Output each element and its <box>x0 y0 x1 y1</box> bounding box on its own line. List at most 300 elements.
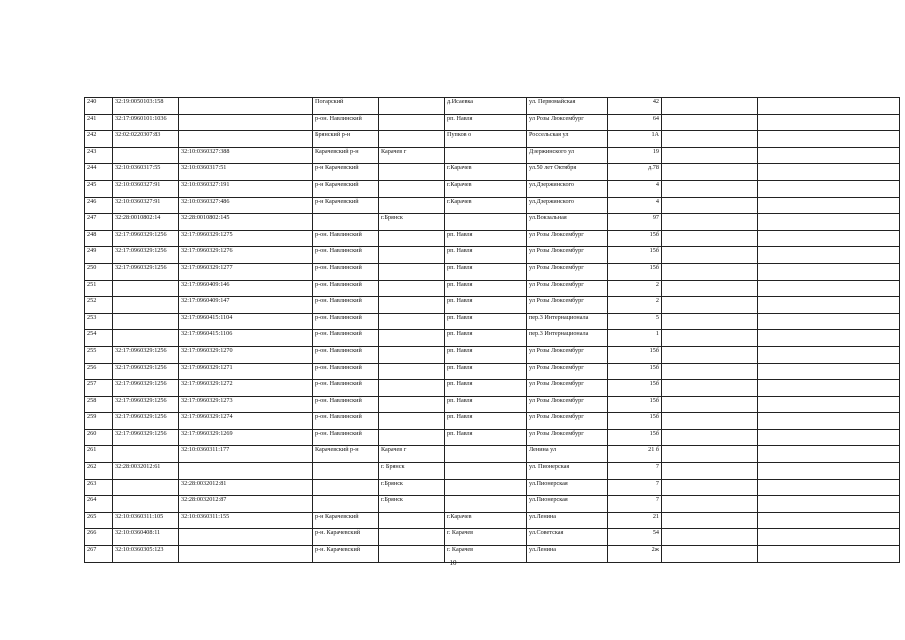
cell-row-number: 250 <box>85 263 113 280</box>
cell-extra-2 <box>758 330 900 347</box>
table-row <box>85 197 900 214</box>
table-row <box>85 546 900 563</box>
cell-district: р-он. Навлинский <box>313 247 379 264</box>
cell-house-number: 19 <box>608 147 662 164</box>
cell-city <box>379 230 445 247</box>
cell-settlement: г.Карачев <box>445 180 527 197</box>
cell-row-number: 259 <box>85 413 113 430</box>
cell-object-cadastral-number: 32:17:0960409:147 <box>179 297 313 314</box>
cell-district: Карачевский р-н <box>313 446 379 463</box>
cell-street: ул.Дзержинского <box>527 180 608 197</box>
cell-street: ул Розы Люксембург <box>527 429 608 446</box>
cell-cadastral-number: 32:10:0360327:91 <box>113 180 179 197</box>
cell-cadastral-number: 32:28:0010802:14 <box>113 214 179 231</box>
cell-extra-2 <box>758 546 900 563</box>
cell-settlement: г.Карачев <box>445 512 527 529</box>
cell-extra-1 <box>662 380 758 397</box>
cell-row-number: 258 <box>85 396 113 413</box>
cell-district: р-н Карачевский <box>313 180 379 197</box>
cell-street: ул.Советская <box>527 529 608 546</box>
cell-extra-2 <box>758 197 900 214</box>
cell-row-number: 242 <box>85 131 113 148</box>
cell-extra-2 <box>758 297 900 314</box>
cell-settlement: рп. Навля <box>445 429 527 446</box>
cell-cadastral-number: 32:02:0220307:83 <box>113 131 179 148</box>
cell-row-number: 252 <box>85 297 113 314</box>
cell-extra-1 <box>662 297 758 314</box>
cell-extra-2 <box>758 114 900 131</box>
table-row <box>85 230 900 247</box>
cell-house-number: 1А <box>608 131 662 148</box>
cell-house-number: 15б <box>608 230 662 247</box>
cell-extra-2 <box>758 429 900 446</box>
cell-district: Погарский <box>313 98 379 115</box>
cell-city <box>379 280 445 297</box>
cell-city <box>379 380 445 397</box>
cell-settlement <box>445 147 527 164</box>
cell-extra-1 <box>662 164 758 181</box>
cell-city <box>379 363 445 380</box>
cell-house-number: 15б <box>608 263 662 280</box>
cell-district: р-он. Навлинский <box>313 413 379 430</box>
cell-settlement: г.Карачев <box>445 164 527 181</box>
cell-extra-2 <box>758 346 900 363</box>
cell-extra-2 <box>758 496 900 513</box>
cell-extra-1 <box>662 247 758 264</box>
cell-city: г.Брянск <box>379 214 445 231</box>
cell-object-cadastral-number: 32:17:0960329:1274 <box>179 413 313 430</box>
cell-cadastral-number <box>113 446 179 463</box>
cell-extra-1 <box>662 230 758 247</box>
cell-street: Россельская ул <box>527 131 608 148</box>
cell-cadastral-number: 32:10:0360311:105 <box>113 512 179 529</box>
table-row <box>85 463 900 480</box>
cell-street: ул Розы Люксембург <box>527 280 608 297</box>
cell-house-number: 15б <box>608 380 662 397</box>
cell-house-number: 54 <box>608 529 662 546</box>
cell-object-cadastral-number: 32:10:0360317:51 <box>179 164 313 181</box>
cell-extra-1 <box>662 280 758 297</box>
cell-city <box>379 546 445 563</box>
cell-district: р-н Карачевский <box>313 512 379 529</box>
cell-street: ул.Пионерская <box>527 496 608 513</box>
table-body <box>85 98 900 563</box>
cell-house-number: 2 <box>608 280 662 297</box>
cell-street: ул Розы Люксембург <box>527 380 608 397</box>
cell-cadastral-number <box>113 147 179 164</box>
cell-extra-1 <box>662 330 758 347</box>
cell-house-number: 42 <box>608 98 662 115</box>
table-row <box>85 297 900 314</box>
cell-city <box>379 413 445 430</box>
cell-street: Ленина ул <box>527 446 608 463</box>
cell-extra-2 <box>758 230 900 247</box>
cell-object-cadastral-number: 32:17:0960329:1276 <box>179 247 313 264</box>
cell-settlement: г.Карачев <box>445 197 527 214</box>
cell-district: р-н Карачевский <box>313 164 379 181</box>
table-row <box>85 330 900 347</box>
cell-extra-1 <box>662 263 758 280</box>
cell-object-cadastral-number: 32:17:0960329:1272 <box>179 380 313 397</box>
table-row <box>85 496 900 513</box>
cell-extra-2 <box>758 413 900 430</box>
cell-district <box>313 479 379 496</box>
cell-settlement: рп. Навля <box>445 396 527 413</box>
cell-city <box>379 263 445 280</box>
cell-object-cadastral-number: 32:10:0360311:155 <box>179 512 313 529</box>
cell-street: ул.Дзержинского <box>527 197 608 214</box>
cell-cadastral-number: 32:17:0960329:1256 <box>113 413 179 430</box>
cell-district: р-он. Навлинский <box>313 280 379 297</box>
cell-cadastral-number: 32:17:0960329:1256 <box>113 396 179 413</box>
cell-row-number: 251 <box>85 280 113 297</box>
cell-district: р-он. Навлинский <box>313 363 379 380</box>
cell-city <box>379 247 445 264</box>
cell-extra-2 <box>758 363 900 380</box>
cell-street: ул.Ленина <box>527 546 608 563</box>
cell-extra-2 <box>758 214 900 231</box>
cell-city <box>379 512 445 529</box>
cell-settlement: рп. Навля <box>445 363 527 380</box>
cell-settlement <box>445 446 527 463</box>
cell-settlement <box>445 463 527 480</box>
cell-row-number: 241 <box>85 114 113 131</box>
cell-street: ул.50 лет Октября <box>527 164 608 181</box>
cell-row-number: 260 <box>85 429 113 446</box>
cell-extra-1 <box>662 197 758 214</box>
cell-district <box>313 463 379 480</box>
cell-settlement: рп. Навля <box>445 247 527 264</box>
cell-house-number: 2 <box>608 297 662 314</box>
table-row <box>85 396 900 413</box>
table-row <box>85 164 900 181</box>
cell-district: р-он. Навлинский <box>313 297 379 314</box>
cell-house-number: 15б <box>608 429 662 446</box>
cell-cadastral-number: 32:17:0960329:1256 <box>113 429 179 446</box>
cell-district: р-он. Навлинский <box>313 396 379 413</box>
cell-object-cadastral-number: 32:17:0960329:1270 <box>179 346 313 363</box>
cell-street: ул Розы Люксембург <box>527 230 608 247</box>
cell-street: Дзержинского ул <box>527 147 608 164</box>
cell-row-number: 261 <box>85 446 113 463</box>
cell-extra-1 <box>662 446 758 463</box>
cell-extra-2 <box>758 131 900 148</box>
page-number: 10 <box>449 559 457 567</box>
cell-object-cadastral-number: 32:10:0360327:191 <box>179 180 313 197</box>
cell-house-number: 4 <box>608 180 662 197</box>
cell-object-cadastral-number: 32:10:0360327:388 <box>179 147 313 164</box>
cell-house-number: д.78 <box>608 164 662 181</box>
cell-house-number: 1 <box>608 330 662 347</box>
cell-extra-1 <box>662 98 758 115</box>
cell-district: р-он. Навлинский <box>313 346 379 363</box>
cell-cadastral-number <box>113 313 179 330</box>
cell-city <box>379 180 445 197</box>
table-row <box>85 313 900 330</box>
cell-house-number: 64 <box>608 114 662 131</box>
table-row <box>85 280 900 297</box>
cell-row-number: 265 <box>85 512 113 529</box>
cell-cadastral-number <box>113 496 179 513</box>
table-row <box>85 380 900 397</box>
cell-settlement: г. Карачев <box>445 529 527 546</box>
cell-city <box>379 297 445 314</box>
cell-cadastral-number: 32:10:0360327:91 <box>113 197 179 214</box>
cell-district: р-он. Навлинский <box>313 263 379 280</box>
cell-city <box>379 98 445 115</box>
cell-settlement: рп. Навля <box>445 413 527 430</box>
cell-district: Карачевский р-н <box>313 147 379 164</box>
cell-district: р-он. Навлинский <box>313 230 379 247</box>
cell-settlement <box>445 214 527 231</box>
cell-house-number: 2ж <box>608 546 662 563</box>
cell-cadastral-number: 32:17:0960329:1256 <box>113 363 179 380</box>
cell-street: ул Розы Люксембург <box>527 396 608 413</box>
cell-settlement <box>445 479 527 496</box>
cell-object-cadastral-number: 32:28:0032012:81 <box>179 479 313 496</box>
table-row <box>85 529 900 546</box>
cell-house-number: 5 <box>608 313 662 330</box>
table-row <box>85 429 900 446</box>
cell-object-cadastral-number: 32:17:0960415:1104 <box>179 313 313 330</box>
table-row <box>85 346 900 363</box>
cell-cadastral-number <box>113 280 179 297</box>
cell-extra-2 <box>758 180 900 197</box>
cell-extra-1 <box>662 346 758 363</box>
registry-table <box>84 97 900 563</box>
cell-extra-2 <box>758 463 900 480</box>
cell-street: ул. Первомайская <box>527 98 608 115</box>
cell-street: ул Розы Люксембург <box>527 263 608 280</box>
cell-city: г. Брянск <box>379 463 445 480</box>
cell-row-number: 262 <box>85 463 113 480</box>
cell-extra-1 <box>662 512 758 529</box>
cell-row-number: 249 <box>85 247 113 264</box>
cell-object-cadastral-number <box>179 114 313 131</box>
cell-settlement: рп. Навля <box>445 230 527 247</box>
cell-house-number: 15б <box>608 247 662 264</box>
cell-street: ул. Пионерская <box>527 463 608 480</box>
cell-city: Карачев г <box>379 147 445 164</box>
cell-house-number: 15б <box>608 346 662 363</box>
cell-row-number: 267 <box>85 546 113 563</box>
cell-cadastral-number: 32:17:0960329:1256 <box>113 380 179 397</box>
cell-row-number: 257 <box>85 380 113 397</box>
cell-house-number: 15б <box>608 396 662 413</box>
cell-street: ул Розы Люксембург <box>527 297 608 314</box>
cell-row-number: 255 <box>85 346 113 363</box>
cell-district: р-он. Навлинский <box>313 313 379 330</box>
cell-row-number: 245 <box>85 180 113 197</box>
cell-house-number: 15б <box>608 413 662 430</box>
cell-settlement: рп. Навля <box>445 313 527 330</box>
cell-house-number: 4 <box>608 197 662 214</box>
table-row <box>85 446 900 463</box>
table-row <box>85 247 900 264</box>
cell-object-cadastral-number <box>179 98 313 115</box>
cell-cadastral-number: 32:17:0960329:1256 <box>113 247 179 264</box>
cell-house-number: 15б <box>608 363 662 380</box>
cell-extra-2 <box>758 280 900 297</box>
table-row <box>85 413 900 430</box>
cell-street: пер.3 Интернационала <box>527 330 608 347</box>
cell-object-cadastral-number: 32:28:0032012:87 <box>179 496 313 513</box>
cell-city <box>379 529 445 546</box>
cell-district: р-н Карачевский <box>313 197 379 214</box>
cell-street: ул Розы Люксембург <box>527 413 608 430</box>
cell-object-cadastral-number: 32:17:0960329:1277 <box>179 263 313 280</box>
cell-object-cadastral-number <box>179 529 313 546</box>
cell-district: р-н. Карачевский <box>313 529 379 546</box>
cell-object-cadastral-number: 32:28:0010802:145 <box>179 214 313 231</box>
cell-extra-2 <box>758 380 900 397</box>
cell-object-cadastral-number: 32:10:0360311:177 <box>179 446 313 463</box>
cell-district <box>313 214 379 231</box>
cell-row-number: 266 <box>85 529 113 546</box>
table-row <box>85 114 900 131</box>
cell-settlement: рп. Навля <box>445 380 527 397</box>
cell-object-cadastral-number: 32:17:0960329:1269 <box>179 429 313 446</box>
table-row <box>85 214 900 231</box>
cell-row-number: 248 <box>85 230 113 247</box>
table-row <box>85 512 900 529</box>
table-row <box>85 180 900 197</box>
cell-object-cadastral-number: 32:17:0960329:1273 <box>179 396 313 413</box>
cell-city <box>379 131 445 148</box>
cell-house-number: 7 <box>608 496 662 513</box>
cell-row-number: 247 <box>85 214 113 231</box>
cell-cadastral-number: 32:17:0960101:1036 <box>113 114 179 131</box>
cell-extra-1 <box>662 479 758 496</box>
cell-cadastral-number: 32:17:0960329:1256 <box>113 230 179 247</box>
cell-extra-1 <box>662 463 758 480</box>
cell-row-number: 263 <box>85 479 113 496</box>
cell-extra-1 <box>662 214 758 231</box>
cell-row-number: 243 <box>85 147 113 164</box>
cell-object-cadastral-number: 32:10:0360327:486 <box>179 197 313 214</box>
cell-row-number: 256 <box>85 363 113 380</box>
cell-extra-2 <box>758 98 900 115</box>
cell-row-number: 244 <box>85 164 113 181</box>
cell-row-number: 253 <box>85 313 113 330</box>
cell-settlement: Пупков о <box>445 131 527 148</box>
cell-extra-2 <box>758 247 900 264</box>
cell-settlement: рп. Навля <box>445 330 527 347</box>
cell-cadastral-number: 32:19:0050103:158 <box>113 98 179 115</box>
cell-city: г.Брянск <box>379 496 445 513</box>
cell-row-number: 254 <box>85 330 113 347</box>
table-row <box>85 263 900 280</box>
cell-city <box>379 114 445 131</box>
cell-house-number: 7 <box>608 463 662 480</box>
cell-extra-1 <box>662 546 758 563</box>
cell-cadastral-number: 32:17:0960329:1256 <box>113 346 179 363</box>
cell-row-number: 264 <box>85 496 113 513</box>
cell-district: Брянский р-н <box>313 131 379 148</box>
cell-extra-1 <box>662 180 758 197</box>
cell-cadastral-number <box>113 479 179 496</box>
cell-settlement: рп. Навля <box>445 297 527 314</box>
cell-settlement: г. Карачев <box>445 546 527 563</box>
cell-street: ул Розы Люксембург <box>527 363 608 380</box>
table-row <box>85 363 900 380</box>
cell-district: р-он. Навлинский <box>313 330 379 347</box>
cell-city <box>379 313 445 330</box>
cell-city: г.Брянск <box>379 479 445 496</box>
cell-cadastral-number <box>113 330 179 347</box>
cell-city <box>379 197 445 214</box>
cell-object-cadastral-number: 32:17:0960409:146 <box>179 280 313 297</box>
cell-district: р-он. Навлинский <box>313 114 379 131</box>
cell-cadastral-number: 32:10:0360408:11 <box>113 529 179 546</box>
cell-extra-2 <box>758 512 900 529</box>
cell-settlement: рп. Навля <box>445 280 527 297</box>
cell-street: ул.Вокзальная <box>527 214 608 231</box>
cell-district <box>313 496 379 513</box>
cell-city <box>379 330 445 347</box>
cell-extra-1 <box>662 496 758 513</box>
cell-settlement: рп. Навля <box>445 263 527 280</box>
cell-cadastral-number: 32:10:0360317:55 <box>113 164 179 181</box>
cell-extra-1 <box>662 313 758 330</box>
cell-extra-1 <box>662 114 758 131</box>
cell-house-number: 7 <box>608 479 662 496</box>
cell-city <box>379 429 445 446</box>
cell-house-number: 21 <box>608 512 662 529</box>
cell-settlement <box>445 496 527 513</box>
cell-object-cadastral-number: 32:17:0960329:1275 <box>179 230 313 247</box>
cell-extra-2 <box>758 147 900 164</box>
cell-cadastral-number <box>113 297 179 314</box>
cell-street: ул.Пионерская <box>527 479 608 496</box>
cell-city: Карачев г <box>379 446 445 463</box>
cell-house-number: 21 б <box>608 446 662 463</box>
table-row <box>85 131 900 148</box>
cell-district: р-н. Карачевский <box>313 546 379 563</box>
table-row <box>85 147 900 164</box>
cell-district: р-он. Навлинский <box>313 429 379 446</box>
cell-street: пер.3 Интернационала <box>527 313 608 330</box>
cell-extra-1 <box>662 396 758 413</box>
cell-extra-1 <box>662 363 758 380</box>
cell-street: ул Розы Люксембург <box>527 346 608 363</box>
cell-extra-2 <box>758 164 900 181</box>
table-row <box>85 98 900 115</box>
cell-object-cadastral-number <box>179 131 313 148</box>
cell-object-cadastral-number <box>179 546 313 563</box>
cell-extra-1 <box>662 131 758 148</box>
cell-city <box>379 346 445 363</box>
cell-row-number: 246 <box>85 197 113 214</box>
cell-extra-2 <box>758 263 900 280</box>
table-row <box>85 479 900 496</box>
cell-object-cadastral-number: 32:17:0960415:1106 <box>179 330 313 347</box>
cell-city <box>379 396 445 413</box>
cell-extra-2 <box>758 479 900 496</box>
cell-extra-1 <box>662 529 758 546</box>
cell-street: ул Розы Люксембург <box>527 114 608 131</box>
cell-extra-2 <box>758 313 900 330</box>
cell-settlement: рп. Навля <box>445 114 527 131</box>
cell-extra-2 <box>758 446 900 463</box>
cell-extra-2 <box>758 396 900 413</box>
cell-street: ул Розы Люксембург <box>527 247 608 264</box>
cell-object-cadastral-number <box>179 463 313 480</box>
cell-settlement: д.Исаевка <box>445 98 527 115</box>
cell-cadastral-number: 32:10:0360305:123 <box>113 546 179 563</box>
cell-house-number: 97 <box>608 214 662 231</box>
cell-extra-1 <box>662 147 758 164</box>
